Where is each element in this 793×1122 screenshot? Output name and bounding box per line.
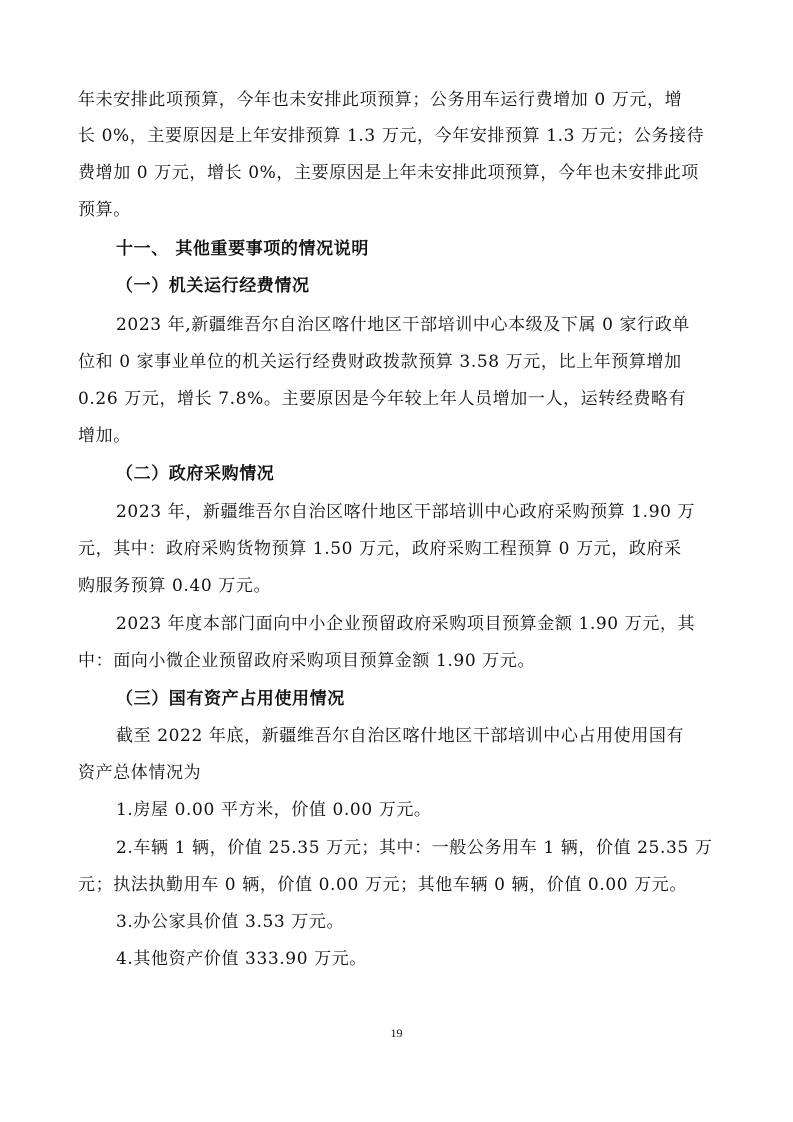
- text-line: 年未安排此项预算，今年也未安排此项预算；公务用车运行费增加 0 万元，增: [78, 90, 683, 110]
- text-line: 资产总体情况为: [78, 763, 202, 783]
- text-line: 预算。: [78, 200, 131, 220]
- subsection-heading: （二）政府采购情况: [116, 464, 275, 484]
- text-line: 0.26 万元，增长 7.8%。主要原因是今年较上年人员增加一人，运转经费略有: [78, 389, 687, 409]
- text-line: 元，其中：政府采购货物预算 1.50 万元，政府采购工程预算 0 万元，政府采: [78, 539, 682, 559]
- text-line: 中：面向小微企业预留政府采购项目预算金额 1.90 万元。: [78, 651, 536, 671]
- list-item: 2.车辆 1 辆，价值 25.35 万元；其中：一般公务用车 1 辆，价值 25.35 万: [116, 838, 713, 858]
- text-line: 费增加 0 万元，增长 0%，主要原因是上年未安排此项预算，今年也未安排此项: [78, 163, 699, 183]
- text-line: 2023 年度本部门面向中小企业预留政府采购项目预算金额 1.90 万元，其: [116, 614, 696, 634]
- list-item: 1.房屋 0.00 平方米，价值 0.00 万元。: [116, 800, 432, 820]
- text-line: 购服务预算 0.40 万元。: [78, 576, 272, 596]
- text-line: 增加。: [78, 426, 131, 446]
- subsection-heading: （一）机关运行经费情况: [116, 276, 310, 296]
- list-item: 3.办公家具价值 3.53 万元。: [116, 912, 345, 932]
- subsection-heading: （三）国有资产占用使用情况: [116, 689, 345, 709]
- list-item: 4.其他资产价值 333.90 万元。: [116, 949, 367, 969]
- text-line: 2023 年,新疆维吾尔自治区喀什地区干部培训中心本级及下属 0 家行政单: [116, 315, 690, 335]
- text-line: 2023 年，新疆维吾尔自治区喀什地区干部培训中心政府采购预算 1.90 万: [116, 502, 696, 522]
- section-heading: 十一、 其他重要事项的情况说明: [116, 239, 369, 259]
- text-line: 长 0%，主要原因是上年安排预算 1.3 万元，今年安排预算 1.3 万元；公务接待: [78, 126, 705, 146]
- page-number: 19: [390, 1026, 403, 1040]
- list-item-continuation: 元；执法执勤用车 0 辆，价值 0.00 万元；其他车辆 0 辆，价值 0.00 万元。: [78, 875, 687, 895]
- text-line: 截至 2022 年底，新疆维吾尔自治区喀什地区干部培训中心占用使用国有: [116, 726, 685, 746]
- text-line: 位和 0 家事业单位的机关运行经费财政拨款预算 3.58 万元，比上年预算增加: [78, 352, 682, 372]
